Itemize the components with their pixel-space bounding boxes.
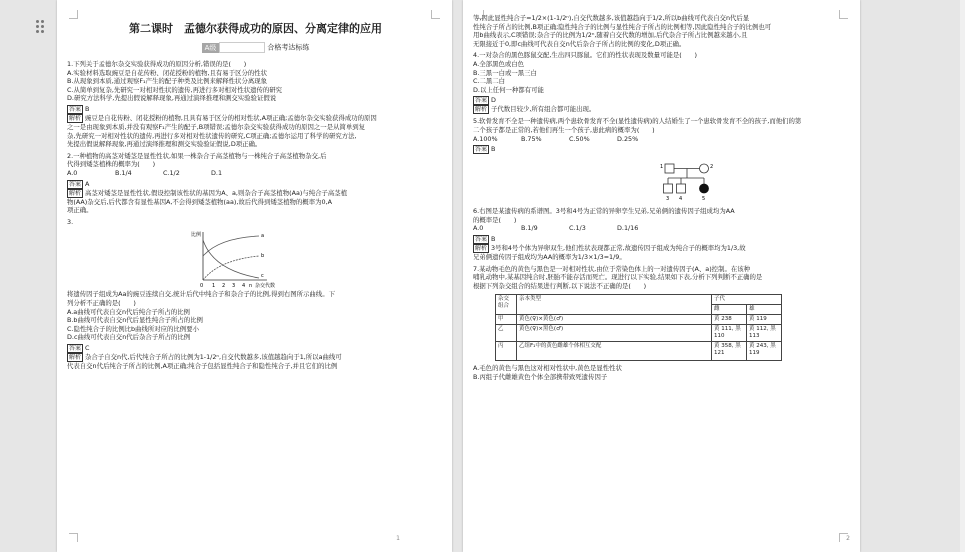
- question-stem: 7.某动物毛色的黄色与黑色是一对相对性状,由位于常染色体上的一对遗传因子(A、a)控制。在该种: [473, 264, 751, 273]
- table-row: 甲 黄色(♀)×黄色(♂) 黄 238 黄 119: [496, 315, 782, 325]
- pedigree-male-4: [677, 184, 686, 193]
- curve-a: [203, 236, 259, 256]
- table-row: 乙 黄色(♀)×黑色(♂) 黄 111, 黑 110 黄 112, 黑 113: [496, 325, 782, 342]
- pedigree-figure: [657, 160, 727, 204]
- explanation-line: 等,因此显性纯合子=1/2×(1-1/2ⁿ),自交代数越多,该值越趋向于1/2,所以b曲线可代表自交n代后显: [473, 14, 750, 22]
- pedigree-label: 2: [710, 164, 714, 171]
- option-d: D.研究方法科学,先提出假说解释现象,再通过演绎推理和测交实验验证假说: [67, 94, 277, 103]
- option-c: C.1/3: [569, 224, 586, 233]
- question-stem: 4.一对杂合的黑色豚鼠交配,生出四只豚鼠。它们的性状表现及数量可能是( ): [473, 51, 698, 60]
- question-2: [67, 152, 444, 215]
- question-4: [473, 51, 852, 114]
- table-row: 丙 乙组F₁中的黄色雌雄个体相互交配 黄 358, 黑 121 黄 243, 黑 119: [496, 342, 782, 361]
- curve-figure: [189, 228, 299, 290]
- explain-tag: 解析: [69, 353, 82, 361]
- answer-value: B: [85, 104, 90, 113]
- drag-handle-icon[interactable]: [36, 20, 46, 34]
- pedigree-female-2: [700, 164, 709, 173]
- explanation-line: 先提出假说解释现象,再通过演绎推理和测交实验验证假说,D项正确。: [67, 140, 262, 149]
- options-row: [473, 135, 852, 144]
- option-a: A.a曲线可代表自交n代后纯合子所占的比例: [67, 307, 190, 316]
- level-badge: A级: [202, 43, 220, 54]
- explanation-line: 代表自交n代后纯合子所占的比例,A项正确;纯合子包括显性纯合子和隐性纯合子,并且它们的比例: [67, 361, 338, 370]
- option-b: B.1/9: [521, 224, 538, 233]
- question-5: [473, 117, 852, 154]
- question-stem-cont: 二个孩子都是正常的,若他们再生一个孩子,患此病的概率为( ): [473, 125, 655, 134]
- cross-table: [495, 294, 782, 361]
- pedigree-label: 4: [679, 196, 683, 203]
- pedigree-label: 5: [702, 196, 706, 203]
- option-a: A.0: [473, 224, 484, 233]
- tick-label: 1: [212, 283, 216, 290]
- curve-label: a: [261, 233, 265, 240]
- tick-label: 4: [242, 283, 246, 290]
- table-header: 雌: [712, 305, 747, 315]
- explain-tag: 解析: [69, 114, 82, 122]
- pedigree-label: 1: [660, 164, 664, 171]
- answer-value: B: [491, 234, 496, 243]
- option-d: D.1: [211, 168, 223, 177]
- option-d: D.c曲线可代表自交n代后杂合子所占的比例: [67, 333, 191, 342]
- table-header: 雄: [747, 305, 782, 315]
- option-a: A.100%: [473, 134, 498, 143]
- question-stem-cont: 代得到矮茎植株的概率为( ): [67, 160, 156, 169]
- option-c: C.隐性纯合子的比例比b曲线所对应的比例要小: [67, 324, 199, 333]
- explanation-line: 解析 3号和4号个体为异卵双生,他们性状表现都正常,故遗传因子组成为纯合子的概率均为1/3,故: [475, 243, 746, 252]
- question-1: [67, 60, 444, 149]
- crop-mark: [69, 533, 78, 542]
- explanation-line: 解析 杂合子自交n代,后代纯合子所占的比例为1-1/2ⁿ,自交代数越多,该值越趋向于1,所以a曲线可: [69, 352, 342, 361]
- scrollbar[interactable]: [960, 0, 965, 552]
- level-row: [67, 42, 444, 54]
- answer-row: [473, 145, 852, 154]
- answer-tag: 答案: [475, 146, 488, 154]
- tick-label: 0: [200, 283, 204, 290]
- answer-row: [67, 180, 444, 189]
- options-row: [473, 224, 852, 233]
- option-b: B.b曲线可代表自交n代后显性纯合子所占的比例: [67, 316, 203, 325]
- option-d: D.25%: [617, 134, 639, 143]
- explanation-line: 解析 子代数目较少,所有组合都可能出现。: [475, 105, 596, 114]
- explanation-line: 兄弟俩遗传因子组成均为AA的概率为1/3×1/3=1/9。: [473, 252, 626, 261]
- option-d: D.1/16: [617, 224, 639, 233]
- page-number: 1: [396, 535, 400, 542]
- tick-label: 2: [222, 283, 226, 290]
- answer-row: [67, 344, 444, 353]
- answer-tag: 答案: [69, 105, 82, 113]
- document-page-1: [57, 0, 452, 552]
- level-text: 合格考达标练: [267, 43, 310, 52]
- answer-tag: 答案: [475, 97, 488, 105]
- option-a: A.0: [67, 168, 78, 177]
- explanation-line: 项正确。: [67, 206, 93, 215]
- question-stem-cont: 哺乳动物中,某基因纯合时,胚胎不能存活而死亡。现进行以下实验,结果如下表,分析下列判断不正确的是: [473, 273, 763, 282]
- page-title: 第二课时 孟德尔获得成功的原因、分离定律的应用: [129, 22, 382, 35]
- question-stem-cont: 的概率是( ): [473, 215, 517, 224]
- table-header: 杂交组合: [496, 295, 517, 315]
- question-stem-cont: 根据下列杂交组合的结果进行判断,以下说法不正确的是( ): [473, 281, 647, 290]
- answer-value: A: [85, 179, 90, 188]
- explanation-line: 物(AA)杂交后,后代都含有显性基因A,不会得到矮茎植物(aa),故后代得到矮茎植物的概率为0,A: [67, 197, 332, 206]
- table-header: 亲本类型: [517, 295, 712, 315]
- page-number: 2: [846, 535, 850, 542]
- question-number: 3.: [67, 217, 74, 226]
- question-stem: 2.一种植物的高茎对矮茎是显性性状,如果一株杂合子高茎植物与一株纯合子高茎植物杂交,后: [67, 151, 327, 160]
- tick-label: 3: [232, 283, 236, 290]
- option-c: C.50%: [569, 134, 590, 143]
- level-box: [219, 42, 265, 53]
- table-header: 子代: [712, 295, 782, 305]
- option-a: A.全部黑色或白色: [473, 59, 525, 68]
- option-c: C.1/2: [163, 168, 180, 177]
- question-stem: 6.右图是某遗传病的系谱图。3号和4号为正常的异卵孪生兄弟,兄弟俩的遗传因子组成均为AA: [473, 207, 735, 216]
- option-c: C.从简单到复杂,先研究一对相对性状的遗传,再进行多对相对性状遗传的研究: [67, 85, 283, 94]
- answer-row: [473, 96, 852, 105]
- question-7: [473, 265, 852, 382]
- tick-label: n: [249, 283, 253, 290]
- option-a: A.实验材料选取豌豆是自花传粉、闭花授粉的植物,且有易于区分的性状: [67, 68, 268, 77]
- answer-row: [67, 105, 444, 114]
- explanation-line: 用b曲线表示,C项错误;杂合子的比例为1/2ⁿ,随着自交代数的增加,后代杂合子所占比例越来越小,且: [473, 31, 748, 40]
- option-a: A.毛色的黄色与黑色这对相对性状中,黄色是显性性状: [473, 364, 622, 373]
- answer-tag: 答案: [475, 235, 488, 243]
- option-c: C.二黑二白: [473, 77, 506, 86]
- document-page-2: [463, 0, 860, 552]
- answer-value: D: [491, 96, 496, 105]
- question-stem-cont: 列分析不正确的是( ): [67, 298, 136, 307]
- pedigree-affected-female-5: [700, 184, 709, 193]
- option-b: B.75%: [521, 134, 542, 143]
- option-b: B.1/4: [115, 168, 132, 177]
- explanation-line: 杂,先研究一对相对性状的遗传,再进行多对相对性状遗传的研究,C项正确;孟德尔运用了科学的研究方法,: [67, 131, 357, 140]
- question-stem: 5.软骨发育不全是一种遗传病,两个患软骨发育不全(显性遗传病)的人结婚生了一个患软骨发育不全的孩子,而他们的第: [473, 117, 802, 126]
- explanation-line: 无限接近于0,即c曲线可代表自交n代后杂合子所占的比例的变化,D项正确。: [473, 39, 686, 48]
- option-b: B.丙组子代雌雄黄色个体全部携带致死遗传因子: [473, 372, 608, 381]
- explanation-line: 解析 高茎对矮茎是显性性状,假设控制该性状的基因为A、a,则杂合子高茎植物(Aa)与纯合子高茎植: [69, 188, 348, 197]
- answer-value: B: [491, 145, 496, 154]
- x-axis-label: 杂交代数: [255, 283, 276, 290]
- pedigree-label: 3: [666, 196, 670, 203]
- question-stem: 1.下列关于孟德尔杂交实验获得成功的原因分析,错误的是( ): [67, 60, 247, 68]
- curve-label: b: [261, 253, 265, 260]
- explain-tag: 解析: [475, 244, 488, 252]
- question-6: [473, 207, 852, 261]
- question-3: [67, 218, 444, 371]
- explanation-line: 性纯合子所占的比例,B项正确;隐性纯合子的比例与显性纯合子所占的比例相等,因此隐性纯合子的比例也可: [473, 22, 772, 31]
- question-stem: 将遗传因子组成为Aa的豌豆连续自交,统计后代中纯合子和杂合子的比例,得到右图所示曲线。下: [67, 290, 335, 299]
- answer-tag: 答案: [69, 344, 82, 352]
- pedigree-male-1: [665, 164, 674, 173]
- curve-c: [203, 240, 259, 278]
- option-d: D.以上任何一种都有可能: [473, 85, 544, 94]
- answer-tag: 答案: [69, 180, 82, 188]
- explanation-line: 之一是由现象到本质,并没有观察F₁产生的配子,B项错误;孟德尔杂交实验获得成功的原因之一是从简单到复: [67, 122, 366, 131]
- curve-label: c: [261, 273, 264, 280]
- pedigree-male-3: [664, 184, 673, 193]
- answer-value: C: [85, 343, 90, 352]
- options-row: [67, 169, 444, 178]
- explain-tag: 解析: [475, 106, 488, 114]
- option-b: B.三黑一白或一黑三白: [473, 68, 537, 77]
- explanation-line: 解析 豌豆是自花传粉、闭花授粉的植物,且具有易于区分的相对性状,A项正确;孟德尔杂交实验获得成功的原因: [69, 113, 377, 122]
- explain-tag: 解析: [69, 189, 82, 197]
- answer-row: [473, 235, 852, 244]
- option-b: B.从现象到本质,通过观察F₁产生的配子种类及比例来解释性状分离现象: [67, 77, 268, 86]
- y-axis-label: 比例: [191, 232, 202, 239]
